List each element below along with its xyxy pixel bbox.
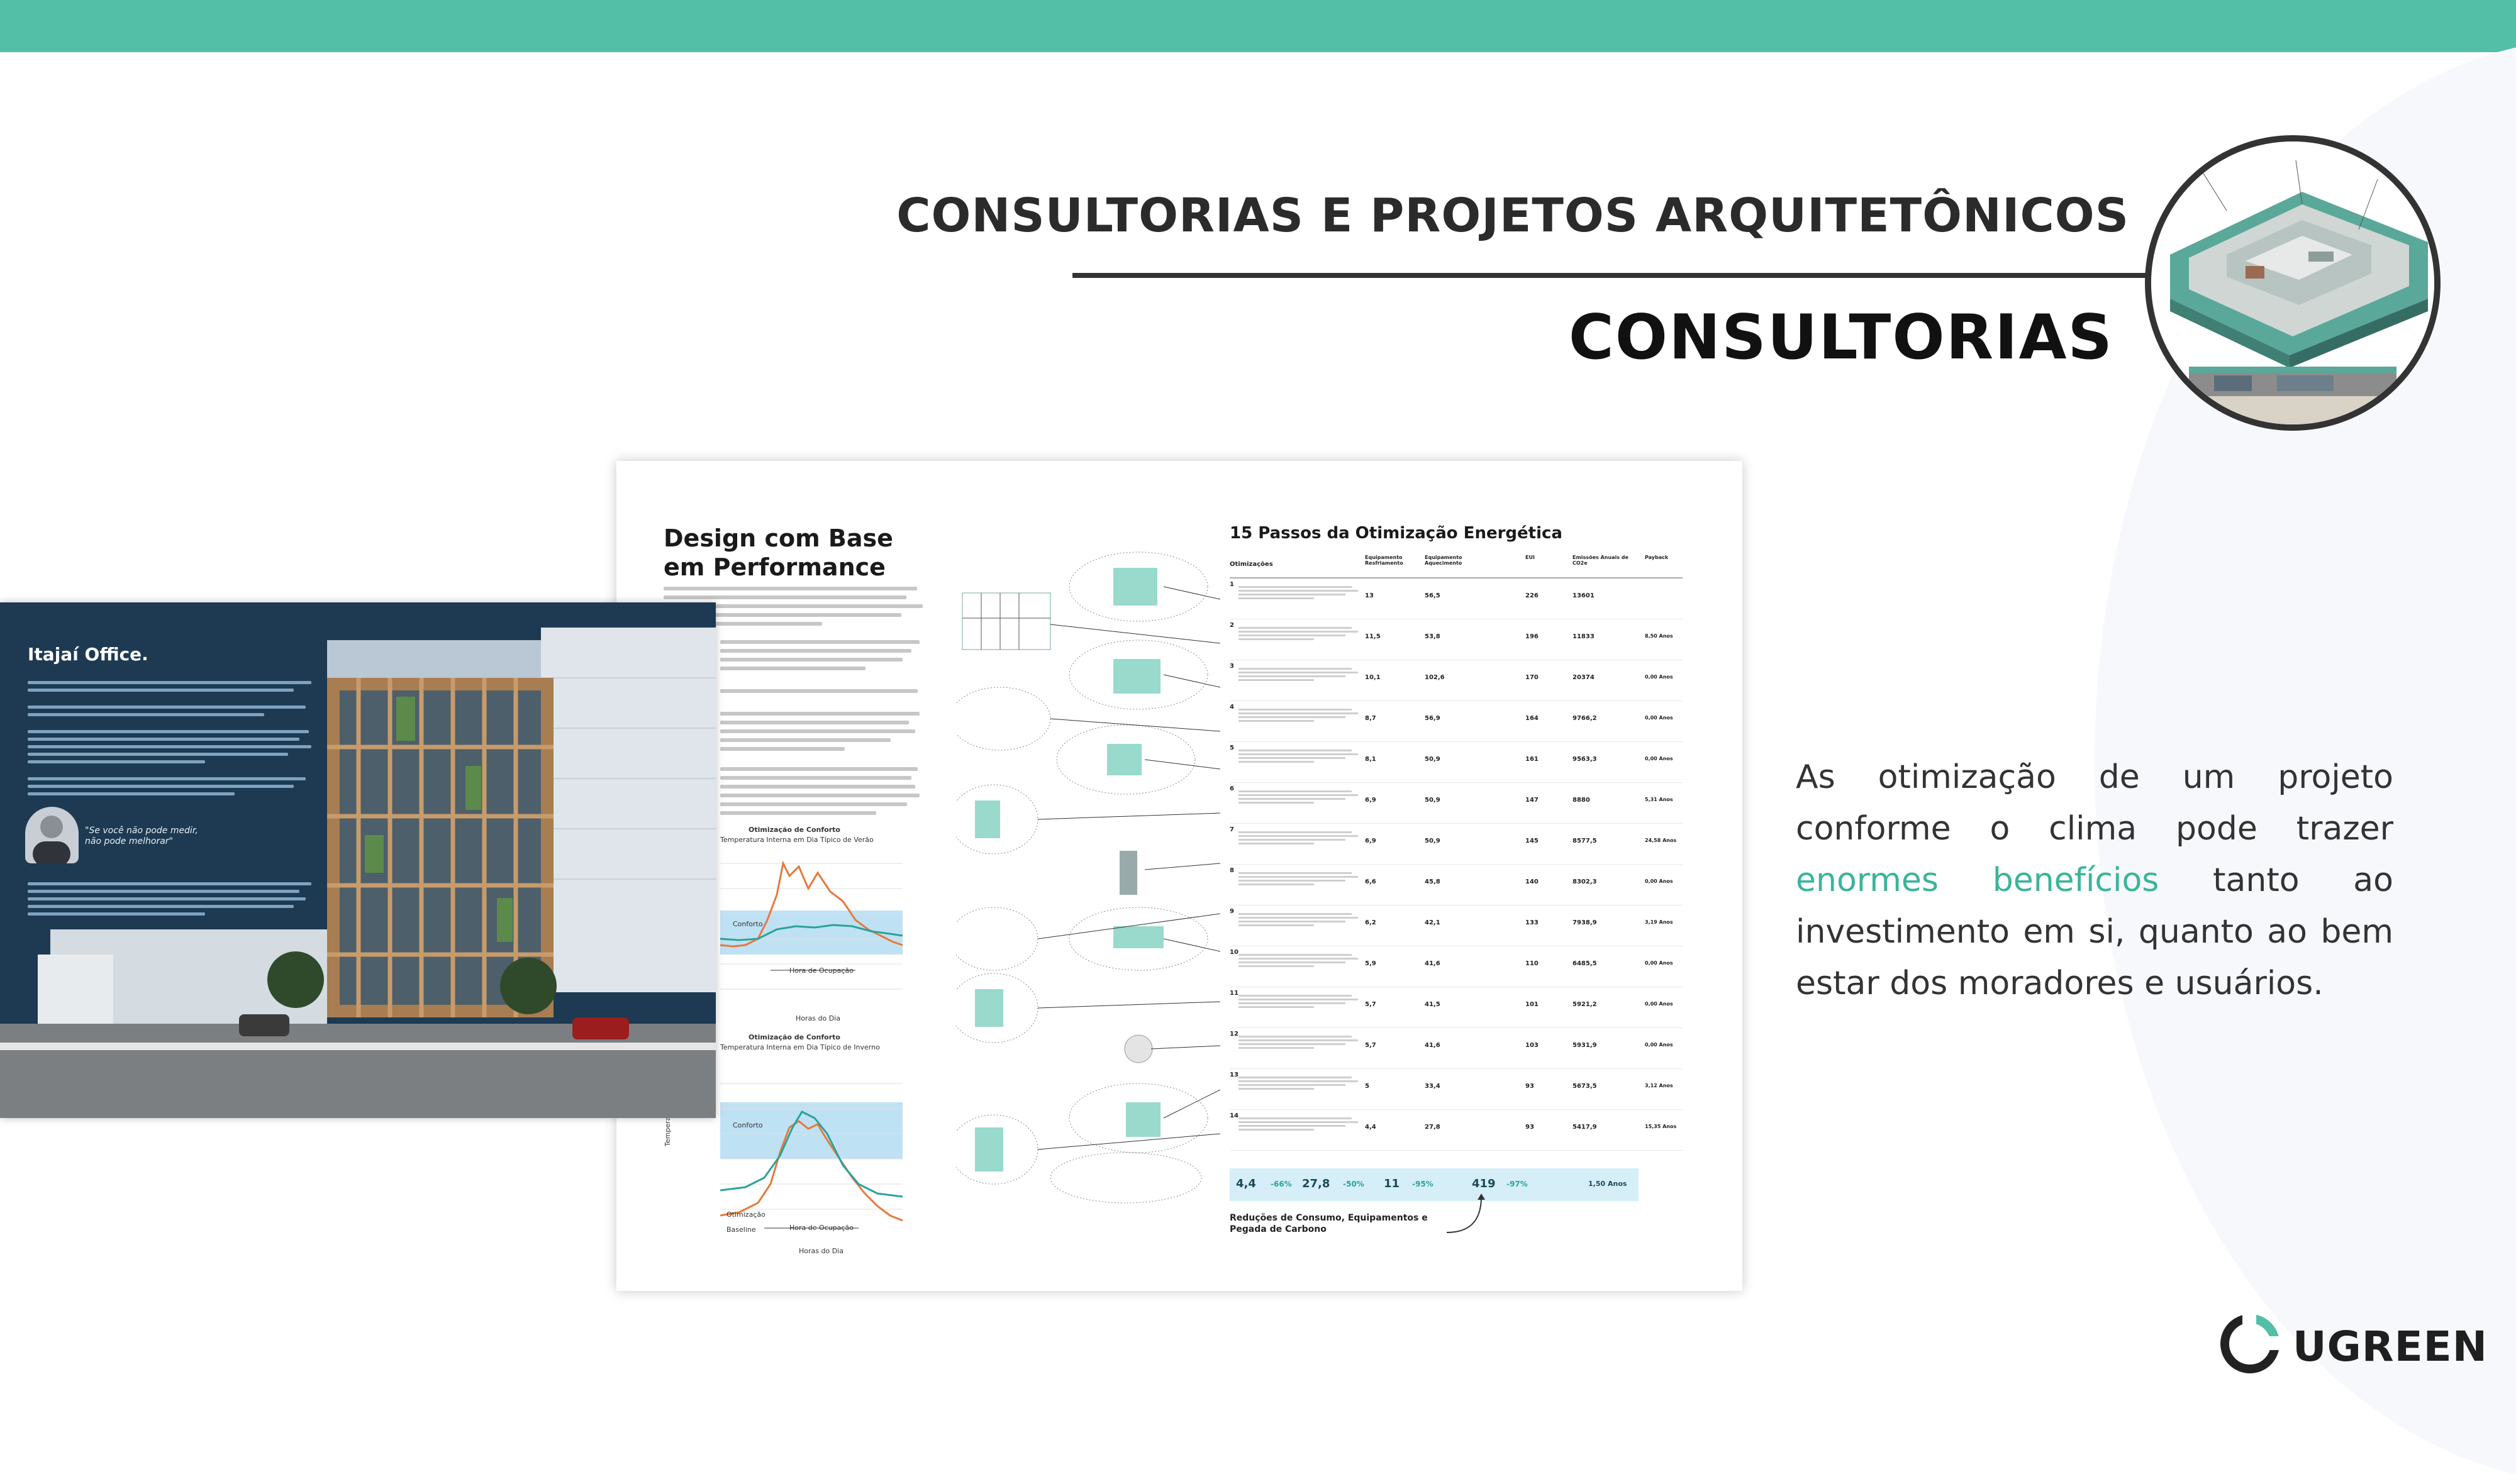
table-row (1230, 1069, 1683, 1110)
table-header-cell: Equipamento Aquecimento (1425, 555, 1462, 566)
office-building-render (0, 602, 716, 1118)
row-description (1239, 954, 1364, 969)
itajai-office-panel (0, 602, 716, 1118)
table-cell-d: 7938,9 (1572, 919, 1597, 926)
body-text-before: As otimização de um projeto conforme o clima pode trazer (1796, 758, 2393, 848)
total-payback: 1,50 Anos (1588, 1180, 1627, 1188)
table-cell-a: 6,9 (1365, 797, 1376, 804)
table-cell-d: 8302,3 (1572, 878, 1597, 885)
table-cell-n: 11 (1230, 990, 1239, 997)
table-header-cell: EUI (1525, 555, 1535, 560)
table-cell-b: 41,5 (1425, 1001, 1440, 1008)
table-cell-e: 5,31 Anos (1645, 797, 1673, 802)
total-eui-pct: -95% (1412, 1180, 1433, 1188)
table-caption: Reduções de Consumo, Equipamentos e Pegada de Carbono (1230, 1213, 1428, 1234)
winter-occupancy-label: Hora de Ocupação (789, 1224, 854, 1232)
table-row (1230, 865, 1683, 905)
summer-chart-title: Otimização de Conforto (749, 826, 840, 834)
table-cell-c: 103 (1525, 1042, 1539, 1049)
office-title: Itajaí Office. (28, 644, 148, 665)
table-row (1230, 1028, 1683, 1069)
body-paragraph (1796, 751, 2393, 1009)
table-cell-b: 50,9 (1425, 838, 1440, 844)
table-cell-a: 10,1 (1365, 674, 1381, 681)
avatar (25, 807, 79, 863)
winter-baseline-label: Baseline (726, 1226, 756, 1234)
total-emissions-pct: -97% (1506, 1180, 1528, 1188)
table-cell-b: 50,9 (1425, 756, 1440, 763)
table-cell-d: 5921,2 (1572, 1001, 1597, 1008)
table-cell-b: 50,9 (1425, 797, 1440, 804)
table-total-row (1230, 1168, 1639, 1201)
page-subtitle: CONSULTORIAS (1568, 302, 2113, 374)
table-cell-e: 0,00 Anos (1645, 674, 1673, 680)
table-cell-n: 6 (1230, 785, 1234, 792)
table-cell-c: 145 (1525, 838, 1539, 844)
table-cell-b: 27,8 (1425, 1124, 1440, 1131)
table-row (1230, 1110, 1683, 1151)
table-row (1230, 946, 1683, 987)
title-divider (1072, 273, 2154, 278)
table-cell-b: 41,6 (1425, 1042, 1440, 1049)
row-description (1239, 627, 1364, 642)
table-cell-n: 1 (1230, 581, 1234, 588)
table-cell-b: 53,8 (1425, 633, 1440, 640)
performance-document (616, 461, 1742, 1291)
total-emissions: 419 (1472, 1177, 1496, 1190)
table-cell-n: 14 (1230, 1112, 1239, 1119)
table-row (1230, 579, 1683, 619)
table-cell-n: 10 (1230, 949, 1239, 956)
table-row (1230, 824, 1683, 865)
ugreen-logo (2217, 1311, 2488, 1380)
optimization-diagrams (956, 549, 1220, 1215)
table-cell-b: 42,1 (1425, 919, 1440, 926)
table-cell-n: 7 (1230, 826, 1234, 833)
table-cell-e: 0,00 Anos (1645, 715, 1673, 721)
table-cell-b: 45,8 (1425, 878, 1440, 885)
table-cell-c: 101 (1525, 1001, 1539, 1008)
building-render-medallion (2145, 135, 2441, 431)
page-title: CONSULTORIAS E PROJETOS ARQUITETÔNICOS (896, 189, 2129, 243)
logo-text: UGREEN (2293, 1322, 2488, 1371)
table-body (1230, 579, 1683, 1151)
winter-chart-subtitle: Temperatura Interna em Dia Típico de Inverno (720, 1043, 880, 1051)
office-paragraph-2 (28, 882, 323, 920)
diagram-illustrations (956, 549, 1220, 1215)
table-cell-d: 20374 (1572, 674, 1595, 681)
table-cell-b: 41,6 (1425, 960, 1440, 967)
row-description (1239, 668, 1364, 683)
table-row (1230, 742, 1683, 783)
table-cell-a: 4,4 (1365, 1124, 1376, 1131)
table-cell-b: 33,4 (1425, 1083, 1440, 1090)
table-cell-e: 8,50 Anos (1645, 633, 1673, 639)
row-description (1239, 872, 1364, 887)
table-cell-c: 170 (1525, 674, 1539, 681)
summer-band-label: Conforto (733, 920, 763, 928)
table-cell-e: 0,00 Anos (1645, 878, 1673, 884)
table-cell-a: 8,7 (1365, 715, 1376, 722)
table-cell-d: 8577,5 (1572, 838, 1597, 844)
summer-x-label: Horas do Dia (796, 1014, 840, 1022)
table-cell-a: 5,9 (1365, 960, 1376, 967)
row-description (1239, 1077, 1364, 1092)
table-cell-d: 13601 (1572, 592, 1595, 599)
table-row (1230, 987, 1683, 1028)
table-cell-b: 102,6 (1425, 674, 1445, 681)
caption-arrow-icon (1444, 1193, 1494, 1238)
table-cell-e: 0,00 Anos (1645, 960, 1673, 966)
table-cell-c: 140 (1525, 878, 1539, 885)
table-cell-a: 13 (1365, 592, 1374, 599)
row-description (1239, 709, 1364, 724)
summer-comfort-chart (720, 826, 934, 1027)
winter-chart-title: Otimização de Conforto (749, 1033, 840, 1041)
table-cell-a: 11,5 (1365, 633, 1381, 640)
ugreen-logo-icon (2217, 1311, 2283, 1377)
total-heating: 27,8 (1302, 1177, 1330, 1190)
portrait-icon (25, 807, 79, 863)
table-cell-d: 5931,9 (1572, 1042, 1597, 1049)
table-cell-n: 2 (1230, 622, 1234, 629)
table-cell-n: 5 (1230, 745, 1234, 751)
table-cell-b: 56,9 (1425, 715, 1440, 722)
table-header-cell: Otimizações (1230, 561, 1273, 568)
table-cell-c: 147 (1525, 797, 1539, 804)
top-accent-bar (0, 0, 2516, 52)
table-cell-b: 56,5 (1425, 592, 1440, 599)
table-header-cell: Equipamento Resfriamento (1365, 555, 1403, 566)
row-description (1239, 913, 1364, 928)
body-highlight: enormes benefícios (1796, 861, 2159, 899)
table-cell-n: 9 (1230, 908, 1234, 915)
table-cell-d: 5417,9 (1572, 1124, 1597, 1131)
building-render-illustration (2151, 141, 2434, 424)
table-cell-a: 6,2 (1365, 919, 1376, 926)
table-cell-c: 226 (1525, 592, 1539, 599)
table-row (1230, 783, 1683, 824)
table-cell-e: 24,58 Anos (1645, 838, 1677, 843)
table-cell-e: 0,00 Anos (1645, 1001, 1673, 1007)
table-cell-c: 133 (1525, 919, 1539, 926)
table-cell-n: 3 (1230, 663, 1234, 670)
row-description (1239, 1036, 1364, 1051)
winter-x-label: Horas do Dia (799, 1247, 843, 1255)
optimization-table (1230, 552, 1683, 1151)
table-cell-n: 13 (1230, 1071, 1239, 1078)
table-cell-n: 12 (1230, 1031, 1239, 1038)
table-cell-c: 93 (1525, 1124, 1534, 1131)
table-cell-d: 5673,5 (1572, 1083, 1597, 1090)
table-title: 15 Passos da Otimização Energética (1230, 524, 1562, 543)
office-paragraph (28, 681, 323, 800)
table-cell-a: 8,1 (1365, 756, 1376, 763)
row-description (1239, 831, 1364, 846)
row-description (1239, 790, 1364, 806)
table-cell-d: 11833 (1572, 633, 1595, 640)
table-cell-n: 4 (1230, 704, 1234, 711)
table-header (1230, 552, 1683, 579)
table-cell-e: 3,19 Anos (1645, 919, 1673, 925)
table-cell-c: 164 (1525, 715, 1539, 722)
row-description (1239, 995, 1364, 1010)
table-cell-a: 5,7 (1365, 1042, 1376, 1049)
table-cell-a: 5 (1365, 1083, 1369, 1090)
table-cell-c: 196 (1525, 633, 1539, 640)
body-text-after: tanto ao investimento em si, quanto ao bem estar dos moradores e usuários. (1796, 861, 2393, 1002)
total-eui: 11 (1384, 1177, 1400, 1190)
summer-chart-subtitle: Temperatura Interna em Dia Típico de Verão (720, 836, 874, 844)
table-cell-a: 6,9 (1365, 838, 1376, 844)
table-cell-e: 15,35 Anos (1645, 1124, 1677, 1129)
table-cell-c: 110 (1525, 960, 1539, 967)
row-description (1239, 750, 1364, 765)
table-row (1230, 660, 1683, 701)
table-header-cell: Payback (1645, 555, 1669, 560)
table-cell-a: 5,7 (1365, 1001, 1376, 1008)
table-cell-a: 6,6 (1365, 878, 1376, 885)
total-cooling: 4,4 (1236, 1177, 1256, 1190)
winter-optimized-label: Otimização (726, 1210, 765, 1219)
row-description (1239, 586, 1364, 601)
summer-chart-plot (720, 851, 934, 1027)
table-row (1230, 619, 1683, 660)
table-cell-n: 8 (1230, 867, 1234, 874)
table-row (1230, 701, 1683, 742)
table-cell-c: 161 (1525, 756, 1539, 763)
table-cell-e: 0,00 Anos (1645, 1042, 1673, 1048)
table-cell-e: 0,00 Anos (1645, 756, 1673, 761)
total-heating-pct: -50% (1343, 1180, 1364, 1188)
winter-band-label: Conforto (733, 1121, 763, 1129)
total-cooling-pct: -66% (1271, 1180, 1292, 1188)
summer-occupancy-label: Hora de Ocupação (789, 966, 854, 975)
body-paragraph (720, 640, 928, 820)
table-cell-e: 3,12 Anos (1645, 1083, 1673, 1088)
table-cell-d: 8880 (1572, 797, 1590, 804)
row-description (1239, 1117, 1364, 1132)
table-cell-c: 93 (1525, 1083, 1534, 1090)
table-row (1230, 905, 1683, 946)
table-header-cell: Emissões Anuais de CO2e (1572, 555, 1628, 566)
office-quote: "Se você não pode medir, não pode melhorar" (85, 826, 198, 846)
table-cell-d: 6485,5 (1572, 960, 1597, 967)
table-cell-d: 9563,3 (1572, 756, 1597, 763)
table-cell-d: 9766,2 (1572, 715, 1597, 722)
document-title: Design com Base em Performance (664, 524, 893, 581)
